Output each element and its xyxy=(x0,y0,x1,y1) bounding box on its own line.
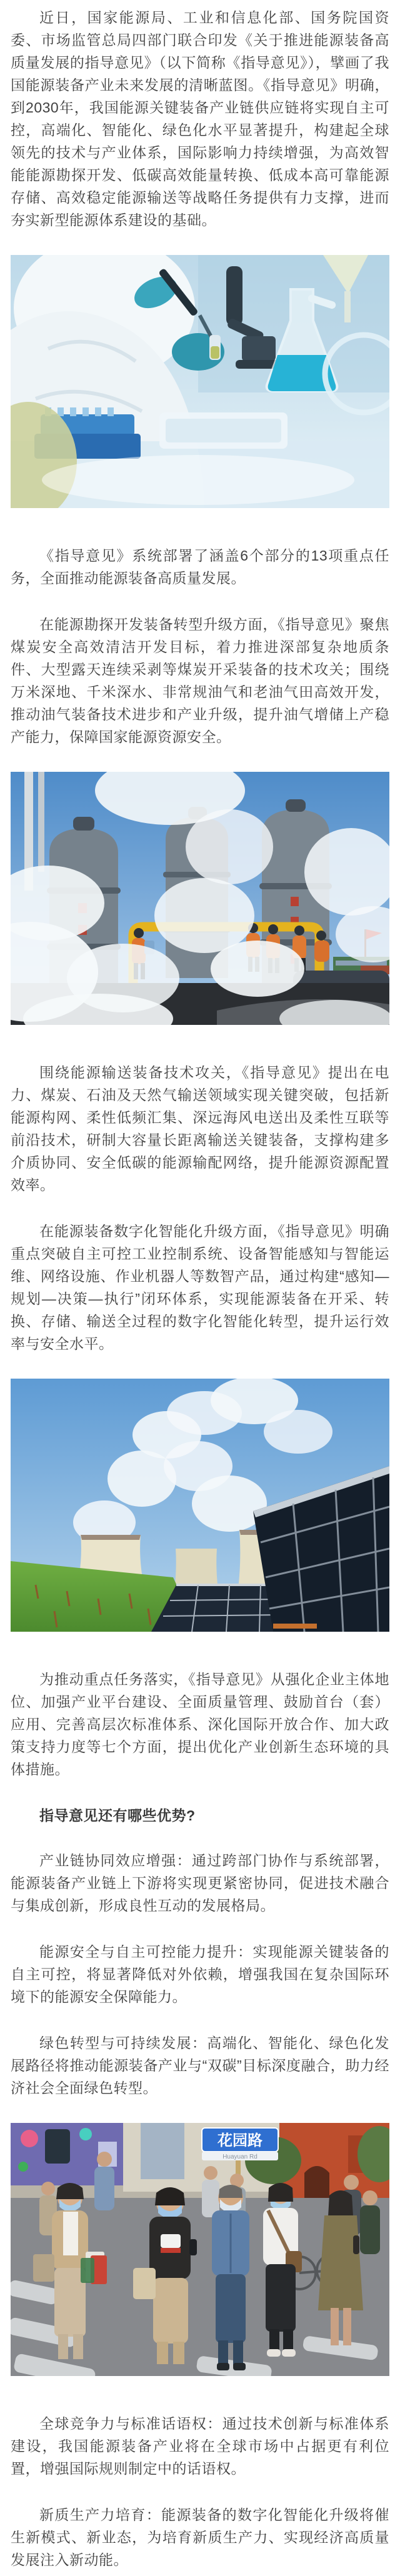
paragraph-synergy: 产业链协同效应增强：通过跨部门协作与系统部署，能源装备产业链上下游将实现更紧密协同，促进技术融合与集成创新，形成良性互动的发展格局。 xyxy=(11,1852,389,1914)
paragraph-transmission: 围绕能源输送装备技术攻关，《指导意见》提出在电力、煤炭、石油及天然气输送领域实现关键突破，包括新能源构网、柔性低频汇集、深远海风电送出及柔性互联等前沿技术，研制大容量长距离输送关键装备，支撑构建多介质协同、安全低碳的能源输配网络，提升能源资源配置效率。 xyxy=(11,1064,389,1193)
paragraph-measures: 为推动重点任务落实，《指导意见》从强化企业主体地位、加强产业平台建设、全面质量管理、鼓励首台（套）应用、完善高层次标准体系、深化国际开放合作、加大政策支持力度等七个方面，提出优化产业创新生态环境的具体措施。 xyxy=(11,1671,389,1777)
paper-bag-green xyxy=(81,2258,94,2283)
energy-mix-photo xyxy=(11,1379,389,1632)
street-sign-text: 花园路 xyxy=(218,2132,262,2149)
chimney-pipe-2 xyxy=(38,772,44,872)
paragraph-exploration: 在能源勘探开发装备转型升级方面，《指导意见》聚焦煤炭安全高效清洁开发目标，着力推进深部复杂地质条件、大型露天连续采剥等煤炭开采装备的技术攻关；围绕万米深地、千米深水、非常规油气和老油气田高效开发，推动油气装备技术进步和产业升级，提升油气增储上产稳产能力，保障国家能源资源安全。 xyxy=(11,616,389,745)
paragraph-tasks: 《指导意见》系统部署了涵盖6个部分的13项重点任务，全面推动能源装备高质量发展。 xyxy=(11,547,389,586)
banner-blue xyxy=(141,2123,184,2179)
coffee-cup xyxy=(353,2235,359,2254)
plant-scene-illustration xyxy=(11,772,389,1025)
bench-reflection xyxy=(42,455,354,505)
tee-graphic xyxy=(161,2234,181,2248)
lab-research-photo xyxy=(11,255,389,508)
section-heading: 指导意见还有哪些优势? xyxy=(39,1807,196,1824)
paragraph-global: 全球竞争力与标准话语权：通过技术创新与标准体系建设，我国能源装备产业将在全球市场中占据更有利位置，增强国际规则制定中的话语权。 xyxy=(11,2415,389,2477)
microplate xyxy=(159,412,288,449)
paragraph-green: 绿色转型与可持续发展：高端化、智能化、绿色化发展路径将推动能源装备产业与“双碳”目标深度融合，助力经济社会全面绿色转型。 xyxy=(11,2035,389,2096)
lab-scene-illustration xyxy=(11,255,389,508)
paragraph-intro: 近日，国家能源局、工业和信息化部、国务院国资委、市场监管总局四部门联合印发《关于推进能源装备高质量发展的指导意见》（以下简称《指导意见》），擘画了我国能源装备产业未来发展的清晰蓝图。《指导意见》明确，到2030年，我国能源关键装备产业链供应链将实现自主可控，高端化、智能化、绿色化水平显著提升，构建起全球领先的技术与产业体系，国际影响力持续增强，为高效智能能源勘探开发、低碳高效能量转换、低成本高可靠能源存储、高效稳定能源输送等战略任务提供有力支撑，进而夯实新型能源体系建设的基础。 xyxy=(11,9,389,228)
paragraph-digital: 在能源装备数字化智能化升级方面，《指导意见》明确重点突破自主可控工业控制系统、设备智能感知与智能运维、网络设施、作业机器人等数智产品，通过构建“感知—规划—决策—执行”闭环体系，实现能源装备在开采、转换、存储、输送全过程的数字化智能化转型，提升运行效率与安全水平。 xyxy=(11,1223,389,1352)
paragraph-security: 能源安全与自主可控能力提升：实现能源关键装备的自主可控，将显著降低对外依赖，增强我国在复杂国际环境下的能源安全保障能力。 xyxy=(11,1944,389,2005)
smartphone xyxy=(189,2239,197,2255)
handbag xyxy=(33,2254,54,2282)
plant-steam-photo xyxy=(11,772,389,1025)
panel-frame-accent xyxy=(273,1624,317,1629)
street-scene-illustration xyxy=(11,2123,389,2376)
street-sign-subtext: Huayuan Rd xyxy=(222,2154,258,2160)
energy-scene-illustration xyxy=(11,1379,389,1632)
hair xyxy=(328,2190,353,2217)
canvas-tote xyxy=(133,2268,156,2299)
paragraph-new-productivity: 新质生产力培育：能源装备的数字化智能化升级将催生新模式、新业态，为培育新质生产力、实现经济高质量发展注入新动能。 xyxy=(11,2507,389,2568)
hair xyxy=(268,2183,293,2202)
vial-liquid xyxy=(211,346,219,359)
street-crowd-photo xyxy=(11,2123,389,2376)
